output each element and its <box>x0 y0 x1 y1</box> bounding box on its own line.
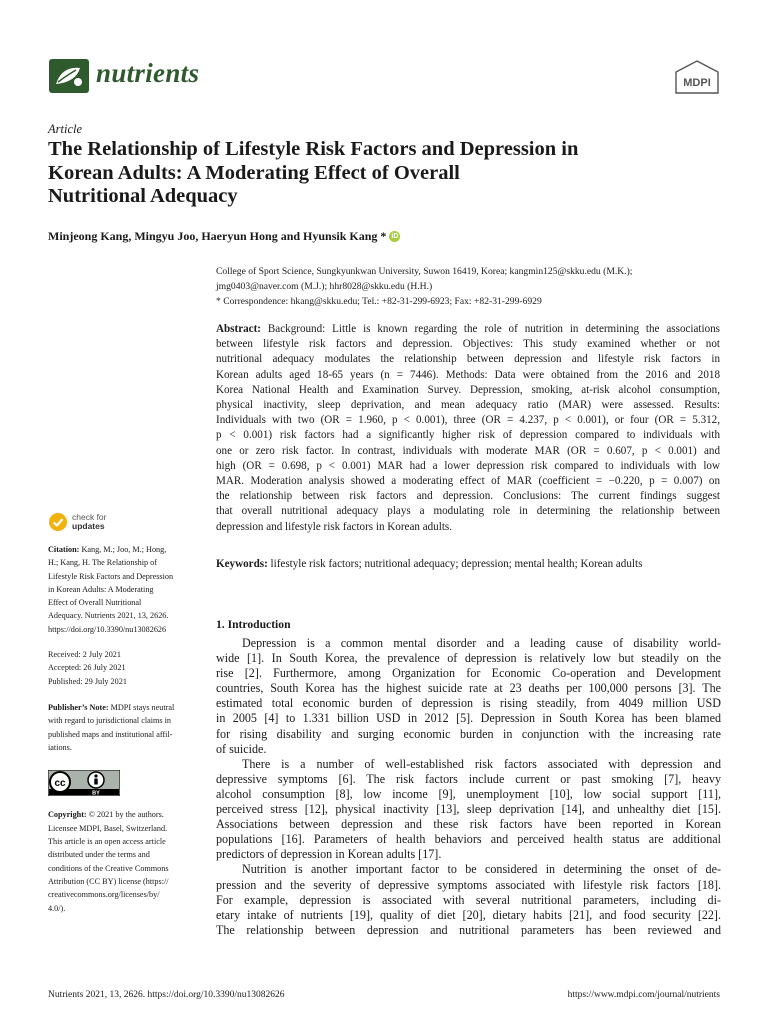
keywords-label: Keywords: <box>216 558 268 570</box>
body-line: populations [16]. Parameters of health behaviors and perceived health status are additional <box>216 832 721 847</box>
body-line: perceived stress [12], physical inactivity [13], sleep deprivation [14], and unhealthy diet [15]. <box>216 802 721 817</box>
abstract-line: depression and lifestyle risk factors in Korean adults. <box>216 520 452 533</box>
abstract-line: Korean adults aged 18-65 years (n = 7446). Methods: Data were obtained from the 2016 and 2018 <box>216 368 720 381</box>
section-heading-introduction: 1. Introduction <box>216 618 291 631</box>
body-line: Nutrition is another important factor to be considered in determining the onset of de- <box>242 862 721 877</box>
check-updates-text: check for updates <box>72 512 107 531</box>
license-link[interactable]: creativecommons.org/licenses/by/ <box>48 890 160 900</box>
page-footer <box>48 990 720 1000</box>
footer-journal-url[interactable]: https://www.mdpi.com/journal/nutrients <box>567 990 720 1000</box>
publication-dates <box>48 648 198 688</box>
body-line: for rising disability and surging economic burden in conjunction with the increasing rate <box>216 726 721 741</box>
author-list <box>48 229 400 244</box>
citation-label: Citation: <box>48 545 80 554</box>
copyright-notice: Copyright: © 2021 by the authors. Licensee MDPI, Basel, Switzerland. This article is an open access article distributed under the terms and conditions of the Creative Commons Attribution (CC BY) license (https:// creativecommons.org/licenses/by/ 4.0/). <box>48 808 198 914</box>
body-line: Associations between depression and these risk factors have been reported in Korean <box>216 817 721 832</box>
abstract-line: that overall nutritional adequacy plays a modulating role in determining the relationship between <box>216 505 720 518</box>
body-line: etary intake of nutrients [19], quality of diet [20], dietary habits [21], and food security [22]. <box>216 907 721 922</box>
body-line: alcohol consumption [8], low income [9], unemployment [10], low social support [11], <box>216 786 721 801</box>
body-line: of suicide. <box>216 741 267 756</box>
abstract <box>216 322 720 535</box>
body-line: For example, depression is associated with several nutritional parameters, including di- <box>216 892 721 907</box>
affiliation-line: College of Sport Science, Sungkyunkwan University, Suwon 16419, Korea; kangmin125@skku.edu (M.K.); <box>216 266 633 277</box>
body-line: wide [1]. In South Korea, the prevalence of depression is relatively low but steadily on the <box>216 651 721 666</box>
citation: Citation: Kang, M.; Joo, M.; Hong, H.; Kang, H. The Relationship of Lifestyle Risk Factors and Depression in Korean Adults: A Moderating Effect of Overall Nutritional Adequacy. Nutrients 2021, 13, 2626. https://doi.org/10.3390/nu13082626 <box>48 543 198 636</box>
abstract-line: nutritional adequacy modulates the relationship between depression and lifestyle risk factors in <box>216 353 720 366</box>
mdpi-logo-icon <box>674 60 720 94</box>
abstract-line: one or zero risk factor. In contrast, individuals with moderate MAR (OR = 0.607, p < 0.001) and <box>216 444 720 457</box>
sidebar <box>48 512 198 915</box>
article-title <box>48 138 720 209</box>
abstract-label: Abstract: <box>216 323 261 335</box>
abstract-line: Individuals with two (OR = 1.960, p < 0.001), three (OR = 4.237, p < 0.001), or four (OR = 5.312, <box>216 414 720 427</box>
body-line: The relationship between depression and nutritional parameters has been reviewed and <box>216 922 721 937</box>
correspondence-line: * Correspondence: hkang@skku.edu; Tel.: +82-31-299-6923; Fax: +82-31-299-6929 <box>216 296 542 307</box>
orcid-icon[interactable]: iD <box>391 233 399 240</box>
footer-citation[interactable]: Nutrients 2021, 13, 2626. https://doi.org/10.3390/nu13082626 <box>48 990 285 1000</box>
check-updates-icon <box>48 512 68 532</box>
body-line: rise [2]. Furthermore, among Organization for Economic Co-operation and Development <box>216 666 721 681</box>
publisher-note: Publisher’s Note: MDPI stays neutral with regard to jurisdictional claims in published maps and institutional affil- iations. <box>48 702 175 752</box>
title-line: The Relationship of Lifestyle Risk Factors and Depression in <box>48 138 579 160</box>
abstract-line: MAR. Moderation analysis showed a moderating effect of MAR (coefficient = −0.220, p = 0.007) on <box>216 475 720 488</box>
received-date: Received: 2 July 2021 <box>48 650 121 660</box>
body-line: predictors of depression in Korean adults [17]. <box>216 847 442 862</box>
creative-commons-by-icon[interactable] <box>48 770 120 796</box>
authors-text: Minjeong Kang, Mingyu Joo, Haeryun Hong and Hyunsik Kang * <box>48 229 387 243</box>
abstract-line: p < 0.001) risk factors had a significantly higher risk of depression compared to individuals with <box>216 429 720 442</box>
abstract-line: Korea National Health and Examination Survey. Depression, smoking, at-risk alcohol consumption, <box>216 383 720 396</box>
body-line: estimated total economic burden of depression is rising steadily, from 4049 million USD <box>216 696 721 711</box>
affiliation-line: jmg0403@naver.com (M.J.); hhr8028@skku.edu (H.H.) <box>216 281 433 292</box>
citation-doi-link[interactable]: https://doi.org/10.3390/nu13082626 <box>48 624 167 634</box>
title-line: Nutritional Adequacy <box>48 185 238 207</box>
check-for-updates-badge[interactable] <box>48 512 198 532</box>
journal-header <box>48 58 720 98</box>
keywords-text: lifestyle risk factors; nutritional adequacy; depression; mental health; Korean adults <box>270 558 643 570</box>
body-line: There is a number of well-established risk factors associated with depression and <box>242 756 721 771</box>
abstract-line: between lifestyle risk factors and depression. Objectives: This study examined whether or not <box>216 338 720 351</box>
journal-name: nutrients <box>96 58 200 88</box>
article-type: Article <box>48 122 83 136</box>
introduction-body <box>216 636 721 938</box>
publisher-name: MDPI <box>683 77 711 89</box>
body-line: Depression is a common mental disorder and a leading cause of disability world- <box>242 636 721 650</box>
svg-text:cc: cc <box>54 778 66 790</box>
abstract-line: high (OR = 0.698, p < 0.001) MAR had a lower depression risk compared to individuals with low <box>216 459 720 472</box>
accepted-date: Accepted: 26 July 2021 <box>48 663 126 673</box>
abstract-line: Abstract: Background: Little is known regarding the role of nutrition in determining the associations <box>216 323 720 335</box>
title-line: Korean Adults: A Moderating Effect of Overall <box>48 161 460 184</box>
body-line: countries, South Korea has the highest suicide rate at 23 deaths per 100,000 persons [3]. The <box>216 681 721 696</box>
body-line: depressive symptoms [6]. The risk factors include current or past smoking [7], heavy <box>216 771 721 786</box>
abstract-line: the relationship between risk factors and depression. Conclusions: The current findings suggest <box>216 490 720 503</box>
body-line: in 2005 [4] to 1.331 billion USD in 2012 [5]. Depression in South Korea has been blamed <box>216 711 721 726</box>
svg-text:BY: BY <box>92 790 100 797</box>
body-line: pression and the severity of depressive symptoms associated with lifestyle risk factors [18]. <box>216 877 721 892</box>
affiliations <box>216 264 720 309</box>
abstract-line: physical inactivity, sleep deprivation, and mean adequacy ratio (MAR) were assessed. Results: <box>216 399 720 412</box>
nutrients-logo-icon <box>48 58 90 94</box>
published-date: Published: 29 July 2021 <box>48 676 127 686</box>
keywords <box>216 557 720 572</box>
